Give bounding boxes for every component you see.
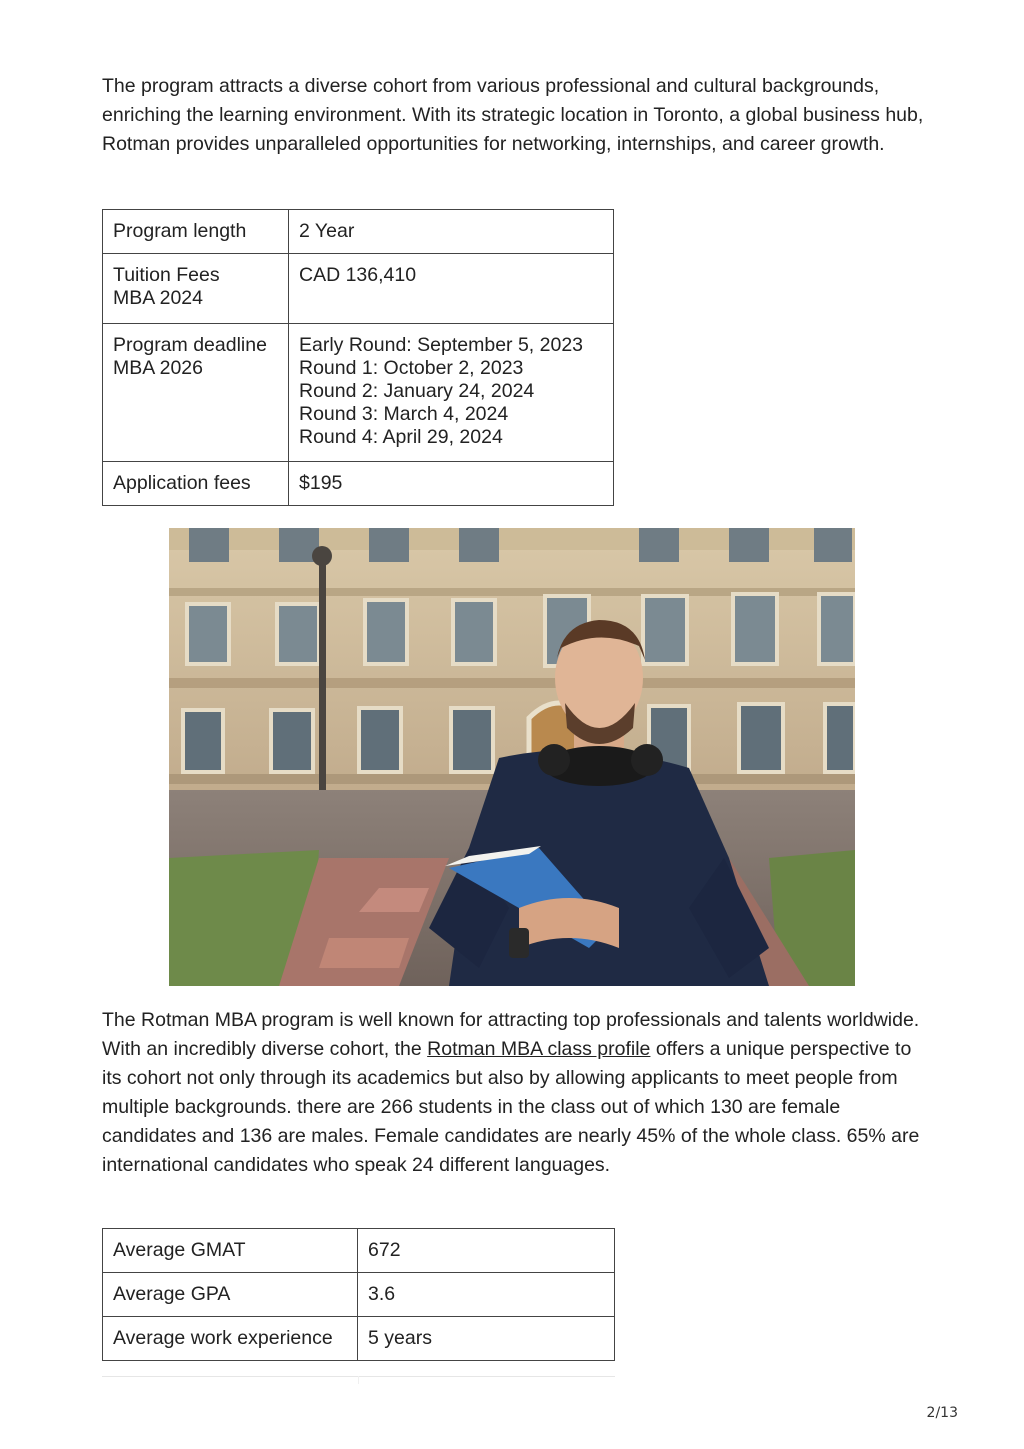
row-value-program-deadline: Early Round: September 5, 2023 Round 1: October 2, 2023 Round 2: January 24, 2024 Round 3: March 4, 2024 Round 4: April 29, 2024	[289, 324, 614, 462]
stat-value: 5 years	[358, 1317, 615, 1361]
stat-label: Average GPA	[103, 1273, 358, 1317]
stat-value: 3.6	[358, 1273, 615, 1317]
row-value-application-fees: $195	[289, 462, 614, 506]
table-row	[103, 254, 614, 324]
student-photo	[169, 528, 855, 986]
table-row	[103, 210, 614, 254]
intro-paragraph: The program attracts a diverse cohort from various professional and cultural backgrounds, enriching the learning environment. With its strategic location in Toronto, a global business hub, Rotman provides unparalleled opportunities for networking, internships, and career growth.	[102, 75, 924, 155]
table-row	[103, 1273, 615, 1317]
stat-value: 672	[358, 1229, 615, 1273]
program-info-table	[102, 209, 614, 506]
row-value-program-length: 2 Year	[289, 210, 614, 254]
row-label-program-deadline: Program deadline MBA 2026	[103, 324, 289, 462]
stat-label: Average GMAT	[103, 1229, 358, 1273]
row-label-tuition-fees: Tuition Fees MBA 2024	[103, 254, 289, 324]
page-number: 2/13	[926, 1405, 958, 1421]
table-row	[103, 1229, 615, 1273]
student-photo-illustration	[169, 528, 855, 986]
row-value-tuition-fees: CAD 136,410	[289, 254, 614, 324]
table-row	[103, 324, 614, 462]
stat-label: Average work experience	[103, 1317, 358, 1361]
table-row	[103, 1317, 615, 1361]
row-label-application-fees: Application fees	[103, 462, 289, 506]
table-row	[103, 462, 614, 506]
class-profile-link[interactable]: Rotman MBA class profile	[427, 1038, 651, 1060]
class-stats-table	[102, 1228, 615, 1361]
class-profile-paragraph: The Rotman MBA program is well known for attracting top professionals and talents worldwide. With an incredibly diverse cohort, the Rotman MBA class profile offers a unique perspective to its cohort not only through its academics but also by allowing applicants to meet people from multiple backgrounds. there are 266 students in the class out of which 130 are female candidates and 136 are males. Female candidates are nearly 45% of the whole class. 65% are international candidates who speak 24 different languages.	[102, 1009, 920, 1176]
table-divider	[102, 1376, 615, 1377]
row-label-program-length: Program length	[103, 210, 289, 254]
